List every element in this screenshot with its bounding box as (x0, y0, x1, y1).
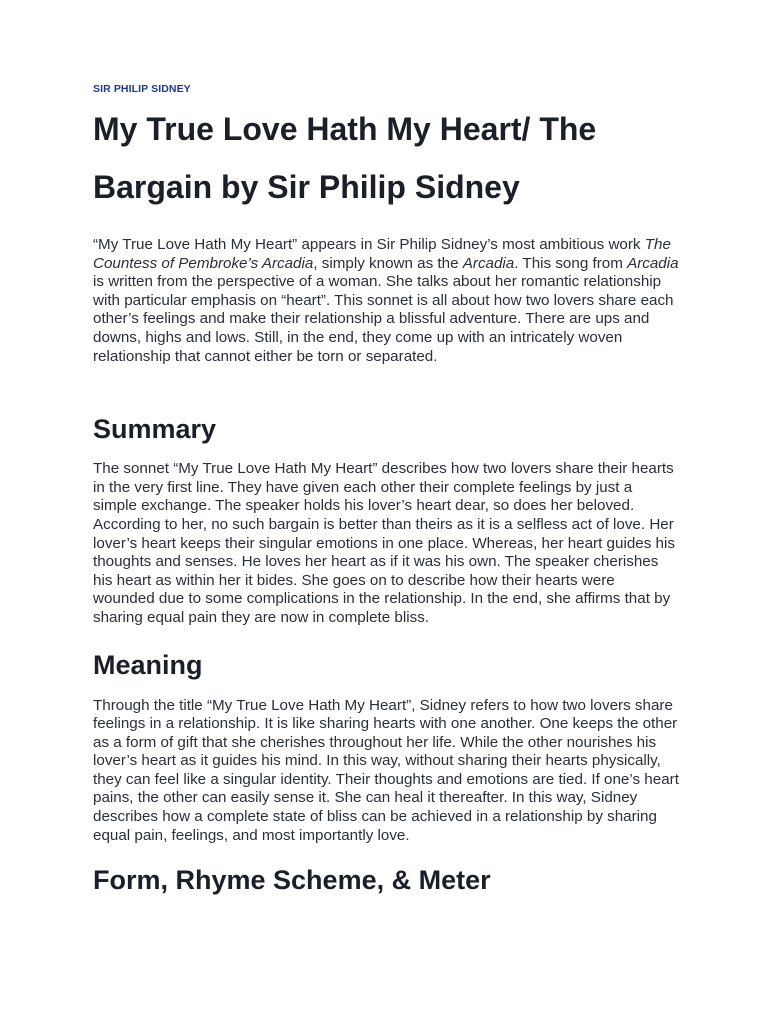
intro-text-2: , simply known as the (313, 254, 463, 272)
intro-text-3: . This song from (514, 254, 628, 272)
intro-text-1: “My True Love Hath My Heart” appears in Sir Philip Sidney’s most ambitious work (93, 236, 645, 253)
intro-paragraph (93, 236, 679, 366)
summary-paragraph: The sonnet “My True Love Hath My Heart” describes how two lovers share their hearts in the very first line. They have given each other their complete feelings by just a simple exchange. The speaker holds his lover’s heart dear, so does her beloved. According to her, no such bargain is better than theirs as it is a selfless act of love. Her lover’s heart keeps their singular emotions in one place. Whereas, her heart guides his thoughts and senses. He loves her heart as if it was his own. The speaker cherishes his heart as within her it bides. She goes on to describe how their hearts were wounded due to some complications in the relationship. In the end, she affirms that by sharing equal pain they are now in complete bliss. (93, 460, 675, 626)
intro-arcadia-1: Arcadia (462, 254, 515, 272)
summary-heading: Summary (93, 414, 217, 445)
intro-text-4: is written from the perspective of a woman. She talks about her romantic relationship with particular emphasis on “heart”. This sonnet is all about how two lovers share each other’s feelings and make their relationship a blissful adventure. There are ups and downs, highs and lows. Still, in the end, they come up with an intricately woven relationship that cannot either be torn or separated. (93, 273, 674, 365)
intro-arcadia-2: Arcadia (627, 254, 679, 272)
meaning-paragraph: Through the title “My True Love Hath My Heart”, Sidney refers to how two lovers share feelings in a relationship. It is like sharing hearts with one another. One keeps the other as a form of gift that she cherishes throughout her life. While the other nourishes his lover’s heart as it guides his mind. In this way, without sharing their hearts physically, they can feel like a singular identity. Their thoughts and emotions are tied. If one’s heart pains, the other can easily sense it. She can heal it thereafter. In this way, Sidney describes how a complete state of bliss can be achieved in a relationship by sharing equal pain, feelings, and most importantly love. (93, 696, 679, 844)
article (93, 82, 679, 897)
meaning-heading: Meaning (93, 649, 203, 680)
form-rhyme-meter-heading: Form, Rhyme Scheme, & Meter (93, 865, 491, 896)
intro-work-title: The Countess of Pembroke’s Arcadia (93, 236, 671, 272)
article-title: My True Love Hath My Heart/ The Bargain by Sir Philip Sidney (93, 111, 597, 205)
category-label: SIR PHILIP SIDNEY (93, 83, 191, 95)
